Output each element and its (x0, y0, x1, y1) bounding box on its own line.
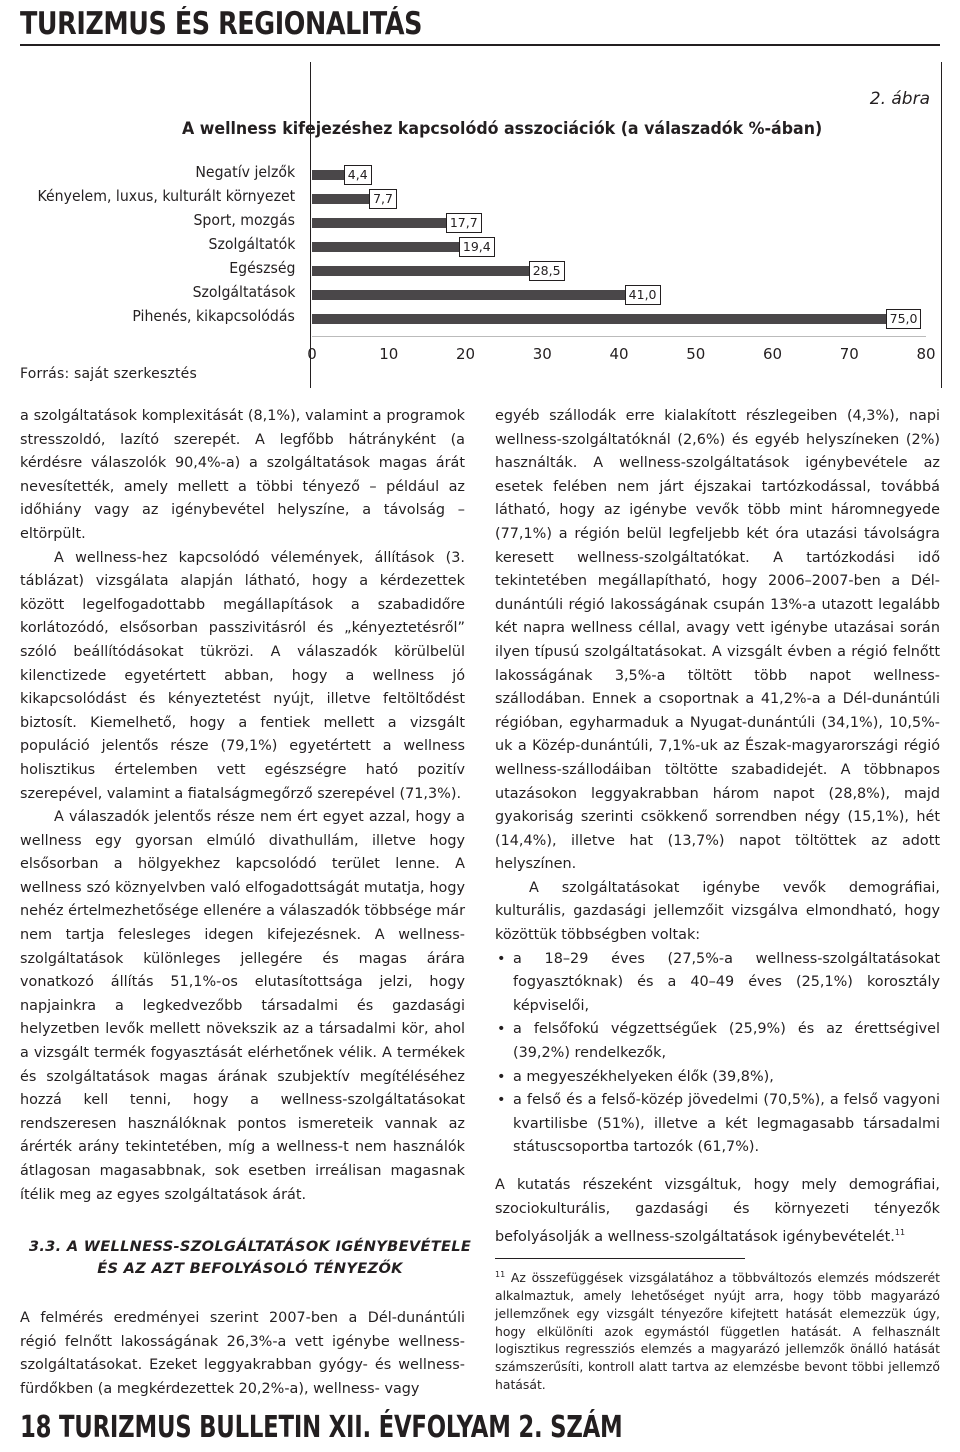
list-item: • a 18–29 éves (27,5%-a wellness-szolgáltatásokat fogyasztóknak) és a 40–49 éves (25,1%) korosztály képviselői, (495, 948, 940, 1019)
left-column-lower (20, 1307, 465, 1401)
data-label: 28,5 (529, 261, 565, 281)
x-tick-label: 10 (379, 345, 399, 363)
header-rule (20, 44, 940, 46)
right-column (495, 405, 940, 1250)
footnote-text: Az összefüggések vizsgálatához a többváltozós elemzés módszerét alkalmaztuk, amely lehetőséget nyújt arra, hogy több magyarázó jellemzőnek egy vizsgált tényezőre kifejtett hatását elemezzük úgy, hogy elkülöníti azok egymástól független hatását. A felhasznált logisztikus regressziós elemzés a magyarázó jellemzők önálló hatását számszerűsíti, kontroll alatt tartva az elemzésbe bevont többi jellemző hatását. (495, 1270, 940, 1392)
data-label: 17,7 (446, 213, 482, 233)
bar (312, 266, 531, 276)
right-paragraph-1: egyéb szállodák erre kialakított részlegeiben (4,3%), napi wellness-szolgáltatóknál (2,6%) és egyéb helyszíneken (2%) használták. A wellness-szolgáltatások igénybevétele az esetek felében nem járt éjszakai tartózkodással, továbbá látható, hogy az igénybe vevők több mint háromnegyede (77,1%) a régión belül legfeljebb két óra utazási távolságra keresett wellness-szolgáltatókat. A tartózkodási idő tekintetében megállapítható, hogy 2006–2007-ben a Dél-dunántúli régió lakosságának csupán 13%-a utazott legalább két napra wellness céllal, avagy vett igénybe utazásai során ilyen típusú szolgáltatásokat. A vizsgált évben a régió felnőtt lakosságának 3,5%-a töltött több napot wellness-szállodában. Ennek a csoportnak a 41,2%-a a Dél-dunántúli régióban, egyharmaduk a Nyugat-dunántúli (34,1%), 10,5%-uk a Közép-dunántúli, 7,1%-uk az Észak-magyarországi régió wellness-szállodáiban töltötte szabadidejét. A többnapos utazásokon leggyakrabban három napot (28,8%), majd gyakoriság szerinti csökkenő sorrendben négy (15,1%), hét (14,4%), illetve hat (13,7%) napot töltöttek az adott helyszínen. (495, 408, 940, 873)
category-label: Pihenés, kikapcsolódás (132, 307, 295, 325)
footnote (495, 1266, 940, 1394)
footnote-rule (495, 1258, 745, 1259)
demographic-list (495, 948, 940, 1160)
x-tick-label: 60 (762, 345, 783, 363)
bar (312, 170, 346, 180)
category-label: Negatív jelzők (195, 163, 295, 181)
category-label: Egészség (228, 259, 295, 277)
right-paragraph-3 (495, 1174, 940, 1250)
footnote-reference: 11 (894, 1228, 906, 1238)
data-label: 41,0 (625, 285, 661, 305)
left-paragraph-4: A felmérés eredményei szerint 2007-ben a Dél-dunántúli régió felnőtt lakosságának 26,3%-a vett igénybe wellness-szolgáltatásokat. Ezeket leggyakrabban gyógy- és wellness-fürdőkben (a megkérdezettek 20,2%-a), wellness- vagy (20, 1310, 465, 1397)
running-header: TURIZMUS ÉS REGIONALITÁS (20, 6, 423, 42)
list-item: • a felső és a felső-közép jövedelmi (70,5%), a felső vagyoni kvartilisbe (51%), illetve a két legmagasabb társadalmi státuscsoportba tartozók (61,7%). (495, 1089, 940, 1160)
section-heading-line-2: ÉS AZ AZT BEFOLYÁSOLÓ TÉNYEZŐK (97, 1260, 403, 1277)
page-footer: 18 TURIZMUS BULLETIN XII. ÉVFOLYAM 2. SZÁM (20, 1410, 623, 1445)
bar (312, 242, 461, 252)
left-column (20, 405, 465, 1207)
x-tick-label: 30 (532, 345, 552, 363)
x-tick-label: 80 (916, 345, 936, 363)
left-paragraph-1: a szolgáltatások komplexitását (8,1%), valamint a programok stresszoldó, lazító szerepét. A legfőbb hátrányként (a kérdésre válaszolók 90,4%-a) a szolgáltatások magas árát nevesítették, amely mellett a többi tényező – például az időhiány vagy az igénybevétel helyszíne, a távolság – eltörpült. (20, 408, 465, 542)
bar (312, 218, 448, 228)
figure-source: Forrás: saját szerkesztés (20, 366, 197, 382)
left-paragraph-3: A válaszadók jelentős része nem ért egyet azzal, hogy a wellness egy gyorsan elmúló divathullám, illetve hogy elsősorban a hölgyekhez kapcsolódó terület lenne. A wellness szó köznyelvben való elfogadottságát mutatja, hogy nehéz értelmezhetősége ellenére a válaszadók többsége már nem tartja felesleges idegen kifejezésnek. A wellness-szolgáltatások különleges jellegére és magas árára vonatkozó állítás 51,1%-os elutasítottsága jelzi, hogy napjainkra a legkedvezőbb társadalmi és gazdasági helyzetben levők mellett növekszik az a társadalmi kör, ahol a vizsgált termék fogyasztását elérhetőnek vélik. A termékek és szolgáltatások magas árának szubjektív megítéléséhez hozzá kell tenni, hogy a wellness-szolgáltatásokat rendszeresen használóknak pontos ismereteik vannak az árérték arány tekintetében, míg a wellness-t nem használók átlagosan magasabbnak, sok esetben irreálisan magasnak ítélik meg az egyes szolgáltatások árát. (20, 809, 465, 1203)
category-label: Kényelem, luxus, kulturált környezet (37, 187, 295, 205)
list-item: • a felsőfokú végzettségűek (25,9%) és az érettségivel (39,2%) rendelkezők, (495, 1018, 940, 1065)
list-item: • a megyeszékhelyeken élők (39,8%), (495, 1066, 940, 1090)
category-label: Szolgáltatások (192, 283, 295, 301)
section-heading (20, 1236, 480, 1280)
x-tick-label: 50 (686, 345, 706, 363)
bar (312, 194, 371, 204)
x-tick-label: 20 (455, 345, 476, 363)
section-heading-line-1: 3.3. A WELLNESS-SZOLGÁLTATÁSOK IGÉNYBEVÉTELE (28, 1238, 472, 1255)
category-label: Sport, mozgás (193, 211, 295, 229)
bar (312, 314, 888, 324)
data-label: 4,4 (344, 165, 372, 185)
x-axis-line (312, 336, 926, 337)
bar (312, 290, 627, 300)
x-tick-label: 40 (609, 345, 629, 363)
figure-number: 2. ábra (869, 89, 930, 109)
x-tick-label: 70 (839, 345, 859, 363)
right-paragraph-2: A szolgáltatásokat igénybe vevők demográfiai, kulturális, gazdasági jellemzőit vizsgálva elmondható, hogy közöttük többségben voltak: (495, 879, 940, 944)
x-tick-label: 0 (307, 345, 317, 363)
right-paragraph-3-text: A kutatás részeként vizsgáltuk, hogy mely demográfiai, szociokulturális, gazdasági és környezeti tényezők befolyásolják a wellness-szolgáltatások igénybevételét. (495, 1177, 940, 1245)
data-label: 19,4 (459, 237, 495, 257)
footnote-number: 11 (495, 1270, 506, 1279)
category-label: Szolgáltatók (208, 235, 295, 253)
data-label: 7,7 (369, 189, 397, 209)
chart-title: A wellness kifejezéshez kapcsolódó asszociációk (a válaszadók %-ában) (182, 119, 823, 139)
data-label: 75,0 (886, 309, 922, 329)
left-paragraph-2: A wellness-hez kapcsolódó vélemények, állítások (3. táblázat) vizsgálata alapján látható, hogy a kérdezettek között legelfogadottabb megállapítások a szabadidőre korlátozódó, elsősorban passzivitásról és „kényeztetésről” szóló beállítódásokat tükrözi. A válaszadók körülbelül kilenctizede egyetértett abban, hogy a wellness jó kikapcsolódást és kényeztetést nyújt, illetve feltöltődést biztosít. Kiemelhető, hogy a fentiek mellett a vizsgált populáció jelentős része (79,1%) egyetértett a wellness holisztikus értelemben vett egészségre ható pozitív szerepével, valamint a fiatalságmegőrző szerepével (71,3%). (20, 549, 465, 802)
